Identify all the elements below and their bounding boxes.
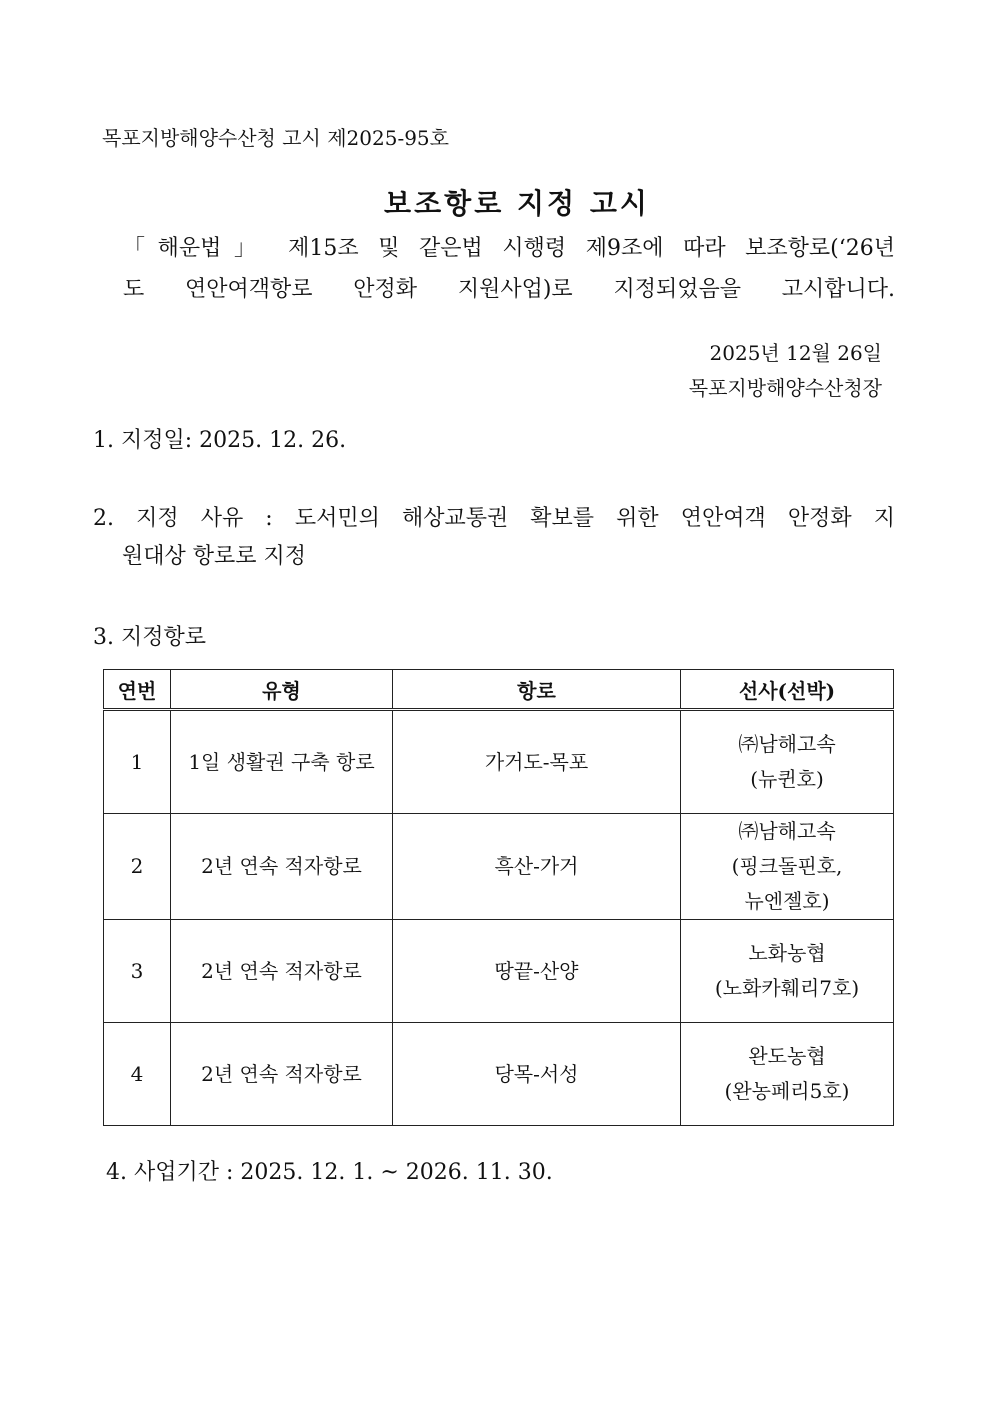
document-title: 보조항로 지정 고시 [384,187,650,220]
cell-no: 2 [104,814,171,920]
issuer-name: 목포지방해양수산청장 [688,376,882,400]
operator-line: ㈜남해고속 [738,732,836,756]
section-designation-date: 1. 지정일: 2025. 12. 26. [93,428,347,453]
operator-line: 뉴엔젤호) [744,889,830,913]
header-route: 항로 [393,670,681,710]
header-no: 연번 [104,670,171,710]
table-row [104,710,894,814]
cell-no: 4 [104,1023,171,1126]
cell-operator [681,710,894,814]
cell-operator [681,814,894,920]
section-routes-heading: 3. 지정항로 [93,625,206,650]
reason-line-1: 2. 지정 사유 : 도서민의 해상교통권 확보를 위한 연안여객 안정화 지 [93,506,895,531]
table-row [104,1023,894,1126]
operator-line: 노화농협 [748,941,826,965]
cell-operator [681,920,894,1023]
notice-date: 2025년 12월 26일 [709,341,882,365]
header-type: 유형 [171,670,393,710]
cell-no: 3 [104,920,171,1023]
operator-line: (완농페리5호) [724,1079,850,1103]
table-header-row [104,670,894,710]
cell-operator [681,1023,894,1126]
cell-type: 2년 연속 적자항로 [171,1023,393,1126]
routes-table [103,669,894,1126]
operator-line: ㈜남해고속 [738,819,836,843]
cell-route: 땅끝-산양 [393,920,681,1023]
header-operator: 선사(선박) [681,670,894,710]
intro-line-1: 「해운법」 제15조 및 같은법 시행령 제9조에 따라 보조항로(‘26년 [123,236,895,261]
cell-type: 2년 연속 적자항로 [171,920,393,1023]
section-business-period: 4. 사업기간 : 2025. 12. 1. ~ 2026. 11. 30. [106,1160,553,1185]
operator-line: (핑크돌핀호, [731,854,843,878]
cell-type: 2년 연속 적자항로 [171,814,393,920]
cell-route: 흑산-가거 [393,814,681,920]
cell-no: 1 [104,710,171,814]
cell-type: 1일 생활권 구축 항로 [171,710,393,814]
notice-number: 목포지방해양수산청 고시 제2025-95호 [102,126,449,150]
section-designation-reason [93,500,895,576]
operator-line: 완도농협 [748,1044,826,1068]
cell-route: 가거도-목포 [393,710,681,814]
table-row [104,814,894,920]
intro-paragraph [123,228,895,310]
operator-line: (뉴퀸호) [750,767,824,791]
operator-line: (노화카훼리7호) [714,976,860,1000]
cell-route: 당목-서성 [393,1023,681,1126]
table-row [104,920,894,1023]
reason-line-2: 원대상 항로로 지정 [122,544,307,569]
intro-line-2: 도 연안여객항로 안정화 지원사업)로 지정되었음을 고시합니다. [123,277,895,302]
